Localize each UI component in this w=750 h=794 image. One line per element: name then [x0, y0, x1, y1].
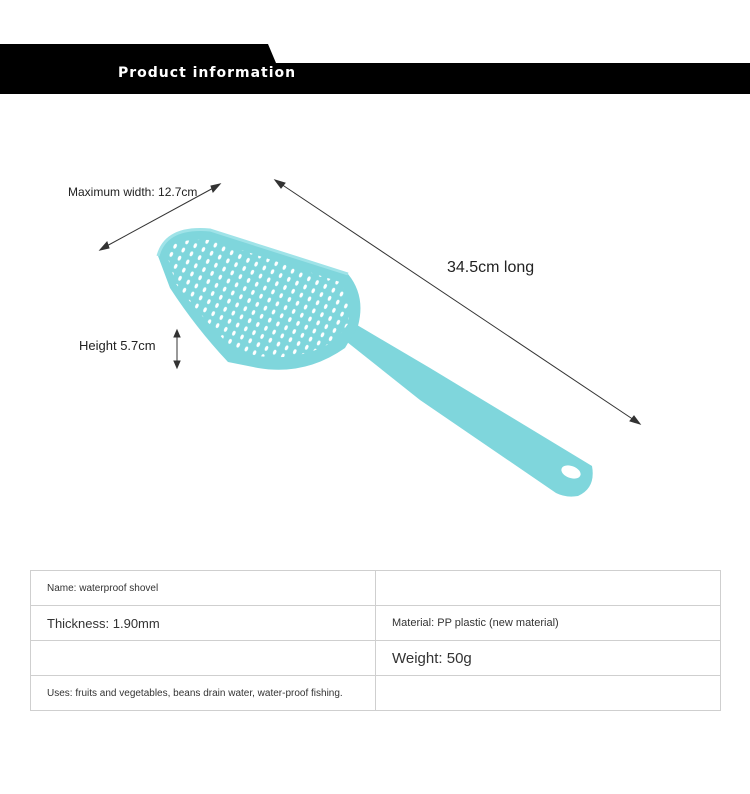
spec-table: [30, 570, 721, 711]
spec-cell-empty: [31, 641, 376, 676]
table-row: [31, 571, 721, 606]
height-label: Height 5.7cm: [79, 338, 156, 353]
width-label: Maximum width: 12.7cm: [68, 185, 198, 199]
spec-material: Material: PP plastic (new material): [376, 606, 721, 641]
banner-title: Product information: [118, 65, 297, 81]
banner-shape: [0, 44, 750, 94]
spec-cell-empty: [376, 571, 721, 606]
table-row: [31, 606, 721, 641]
spec-cell-empty: [376, 676, 721, 711]
scoop-handle: [342, 322, 593, 497]
spec-uses: Uses: fruits and vegetables, beans drain water, water-proof fishing.: [31, 676, 376, 711]
spec-weight: Weight: 50g: [376, 641, 721, 676]
scoop-perforations: [166, 240, 349, 358]
product-figure: [0, 100, 750, 540]
table-row: [31, 641, 721, 676]
section-banner: [0, 44, 750, 94]
spec-thickness: Thickness: 1.90mm: [31, 606, 376, 641]
table-row: [31, 676, 721, 711]
spec-name: Name: waterproof shovel: [31, 571, 376, 606]
length-label: 34.5cm long: [447, 259, 535, 276]
strainer-scoop-illustration: [0, 100, 750, 540]
height-dimension-arrow: [174, 330, 180, 368]
